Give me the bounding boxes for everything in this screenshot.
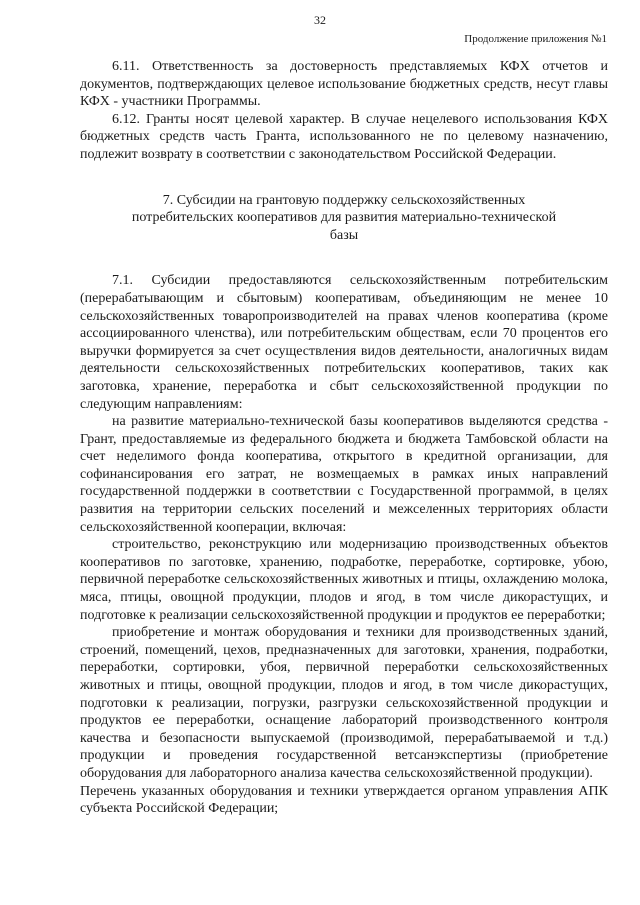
paragraph-6-11: 6.11. Ответственность за достоверность представляемых КФХ отчетов и документов, подтверждающих целевое использование бюджетных средств, несут главы КФХ - участники Программы.: [80, 59, 608, 110]
paragraph-equipment: приобретение и монтаж оборудования и техники для производственных зданий, строений, помещений, цехов, предназначенных для заготовки, хранения, подработки, переработки, сортировки, убоя, первичной переработки сельскохозяйственных животных и птицы, овощной продукции, плодов и ягод, в том числе дикорастущих, подготовки к реализации, погрузки, разгрузки сельскохозяйственной продукции и продуктов ее переработки, оснащение лабораторий производственного контроля качества и безопасности выпускаемой (производимой, перерабатываемой и т.д.) продукции и проведения государственной ветсанэкспертизы (приобретение оборудования для лабораторного анализа качества сельскохозяйственной продукции).: [80, 625, 608, 781]
paragraph-6-12: 6.12. Гранты носят целевой характер. В случае нецелевого использования КФХ бюджетных средств часть Гранта, использованного не по целевому назначению, подлежит возврату в соответствии с законодательством Российской Федерации.: [80, 111, 608, 162]
appendix-note: Продолжение приложения №1: [464, 33, 607, 45]
paragraph-equipment-list: Перечень указанных оборудования и техники утверждается органом управления АПК субъекта Российской Федерации;: [80, 783, 608, 817]
paragraph-7-1: 7.1. Субсидии предоставляются сельскохозяйственным потребительским (перерабатывающим и сбытовым) кооперативам, объединяющим не менее 10 сельскохозяйственных товаропроизводителей на правах членов кооператива (кроме ассоциированного членства), или потребительским обществам, если 70 процентов его выручки формируется за счет осуществления видов деятельности, аналогичных видам деятельности сельскохозяйственных потребительских кооперативов, таких как заготовка, хранение, переработка и сбыт сельскохозяйственной продукции по следующим направлениям:: [80, 273, 608, 412]
paragraph-construction: строительство, реконструкцию или модернизацию производственных объектов кооперативов по заготовке, хранению, подработке, переработке, сортировке, убою, первичной переработке сельскохозяйственных животных и птицы, охлаждению молока, мяса, птицы, овощной продукции, плодов и ягод, в том числе дикорастущих, и подготовке к реализации сельскохозяйственной продукции и продуктов ее переработки;: [80, 537, 608, 623]
section-7-heading: 7. Субсидии на грантовую поддержку сельскохозяйственных потребительских кооперативов для развития материально-технической базы: [131, 192, 557, 243]
page-number: 32: [314, 13, 326, 27]
document-body: [80, 58, 608, 818]
paragraph-material-base: на развитие материально-технической базы кооперативов выделяются средства - Грант, предоставляемые из федерального бюджета и бюджета Тамбовской области на счет неделимого фонда кооператива, открытого в кредитной организации, для софинансирования его затрат, не возмещаемых в рамках иных направлений государственной поддержки в соответствии с Государственной программой, в целях развития на территории сельских поселений и межселенных территориях области сельскохозяйственной кооперации, включая:: [80, 414, 608, 535]
